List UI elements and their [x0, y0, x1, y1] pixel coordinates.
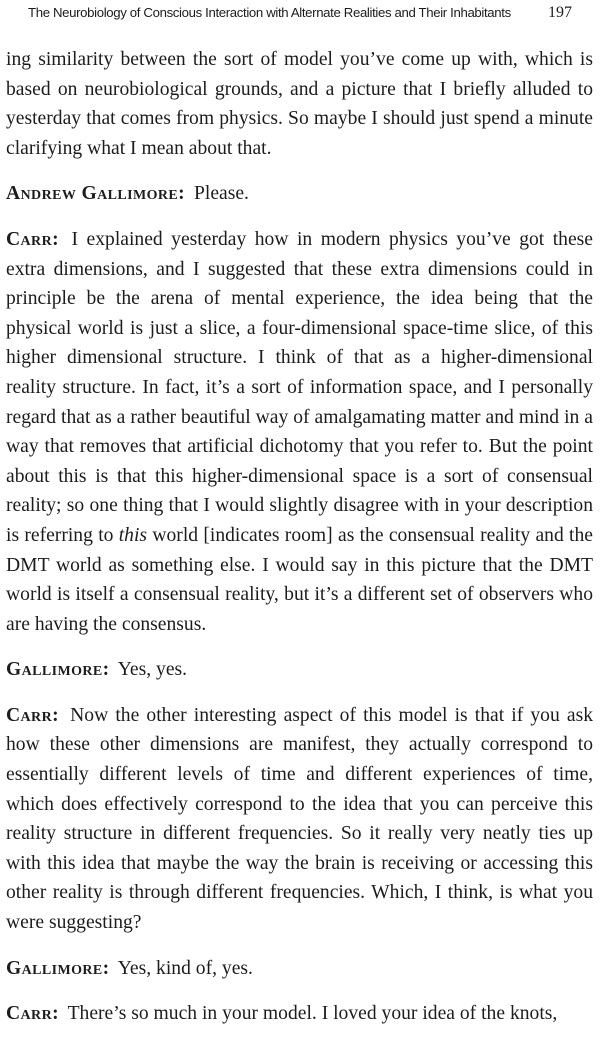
paragraph-text: I explained yesterday how in modern physics you’ve got these extra dimensions, and I suggested that these extra dimensions could in principle be the arena of mental experience, the idea being that the physical world is just a slice, a four-dimensional space-time slice, of this higher dimensional structure. I think of that as a higher-dimensional reality structure. In fact, it’s a sort of information space, and I personally regard that as a rather beautiful way of amalgamating matter and mind in a way that removes that artificial dichotomy that you refer to. But the point about this is that this higher-dimensional space is a sort of consensual reality; so one thing that I would slightly disagree with in your description is referring to — [6, 228, 593, 546]
paragraph-continuation — [6, 45, 593, 163]
dialogue-paragraph — [6, 225, 593, 639]
running-head — [28, 5, 572, 25]
paragraph-text: Yes, yes. — [117, 659, 188, 681]
running-title: The Neurobiology of Conscious Interaction with Alternate Realities and Their Inhabitants — [28, 5, 511, 20]
paragraph-text: ing similarity between the sort of model you’ve come up with, which is based on neurobiological grounds, and a picture that I briefly alluded to yesterday that comes from physics. So maybe I should just spend a minute clarifying what I mean about that. — [6, 49, 593, 159]
speaker-name: Carr: — [6, 704, 60, 726]
paragraph-text: Please. — [193, 183, 249, 205]
page-body — [6, 45, 593, 1045]
speaker-name: Gallimore: — [6, 659, 110, 681]
speaker-name: Carr: — [6, 1003, 60, 1025]
dialogue-paragraph — [6, 655, 593, 685]
emphasis-text: this — [118, 524, 148, 546]
paragraph-text: There’s so much in your model. I loved your idea of the knots, — [67, 1003, 558, 1025]
dialogue-paragraph — [6, 954, 593, 984]
dialogue-paragraph — [6, 701, 593, 938]
paragraph-text: Yes, kind of, yes. — [117, 957, 253, 979]
paragraph-text: Now the other interesting aspect of this model is that if you ask how these other dimensions are manifest, they actually correspond to essentially different levels of time and different experiences of time, which does effectively correspond to the idea that you can perceive this reality structure in different frequencies. So it really very neatly ties up with this idea that maybe the way the brain is receiving or accessing this other reality is through different frequencies. Which, I think, is what you were suggesting? — [6, 704, 593, 934]
speaker-name: Andrew Gallimore: — [6, 183, 186, 205]
dialogue-paragraph — [6, 999, 593, 1029]
speaker-name: Carr: — [6, 228, 60, 250]
page-number: 197 — [548, 4, 572, 21]
speaker-name: Gallimore: — [6, 957, 110, 979]
dialogue-paragraph — [6, 179, 593, 209]
paragraph-text-continued: world [indicates room] as the consensual reality and the DMT world as something else. I would say in this picture that the DMT world is itself a consensual reality, but it’s a different set of observers who are having the consensus. — [6, 524, 593, 635]
